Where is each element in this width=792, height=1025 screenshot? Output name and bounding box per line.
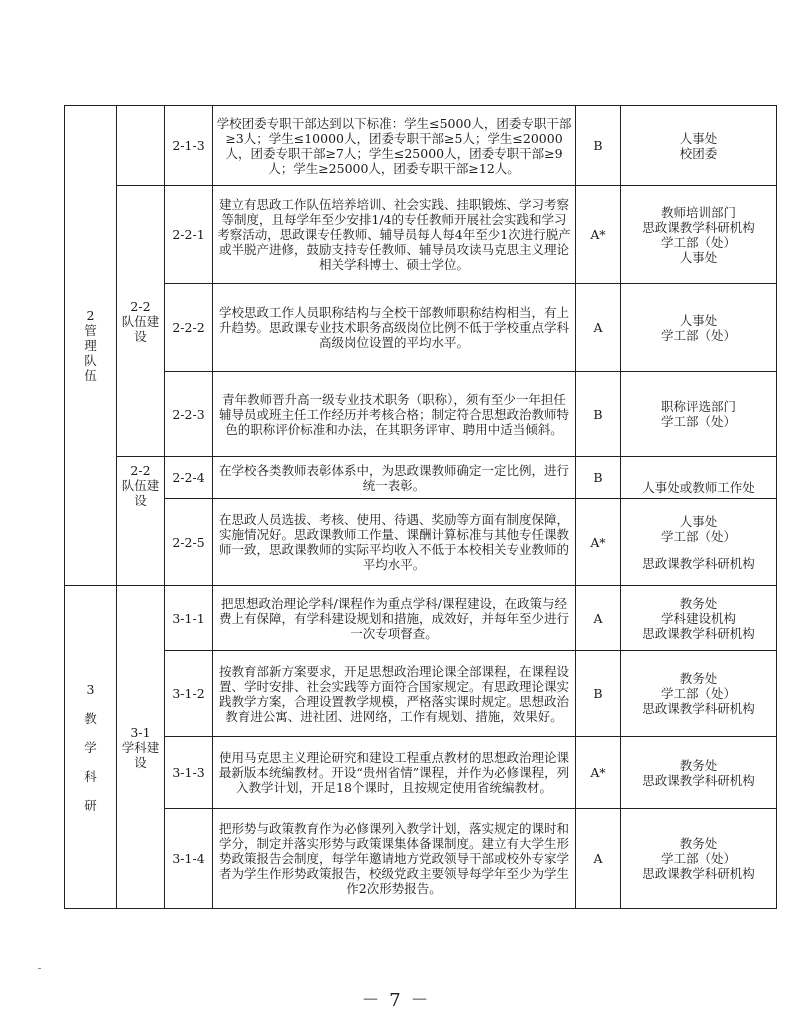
table-row (65, 186, 777, 284)
item-grade: B (576, 372, 621, 457)
responsible-dept (621, 737, 777, 809)
subcategory-cell-2-2-a: 2-2 队伍建设 (117, 186, 165, 457)
category-char: 伍 (84, 368, 97, 383)
category-number: 3 (86, 681, 95, 697)
item-code: 3-1-4 (165, 809, 213, 909)
dept-line: 学工部（处） (660, 327, 736, 343)
category-char: 理 (84, 338, 97, 353)
page-number: － 7 － (361, 990, 431, 1011)
item-content: 建立有思政工作队伍培养培训、社会实践、挂职锻炼、学习考察等制度，且每学年至少安排1/4的专任教师开展社会实践和学习考察活动，思政课专任教师、辅导员每人每4年至少1次进行脱产或半脱产进修，鼓励支持专任教师、辅导员攻读马克思主义理论相关学科博士、硕士学位。 (213, 186, 576, 284)
item-grade: A* (576, 499, 621, 586)
table-row (65, 106, 777, 186)
dept-line: 人事处 (679, 513, 718, 529)
item-code: 2-2-4 (165, 457, 213, 499)
dept-line: 学工部（处） (660, 528, 736, 544)
table-row (65, 372, 777, 457)
dept-line: 教师培训部门 (660, 204, 736, 220)
responsible-dept (621, 284, 777, 372)
table-row (65, 737, 777, 809)
item-code: 2-2-3 (165, 372, 213, 457)
dept-line: 学科建设机构 (660, 610, 736, 626)
item-code: 2-2-1 (165, 186, 213, 284)
responsible-dept (621, 457, 777, 499)
dept-line: 校团委 (679, 145, 718, 161)
item-code: 3-1-1 (165, 586, 213, 651)
category-char: 研 (84, 797, 97, 813)
item-grade: B (576, 106, 621, 186)
item-content: 在思政人员选拔、考核、使用、待遇、奖励等方面有制度保障，实施情况好。思政课教师工作量、课酬计算标准与其他专任课教师一致，思政课教师的实际平均收入不低于本校相关专业教师的平均水平。 (213, 499, 576, 586)
item-content: 学校思政工作人员职称结构与全校干部教师职称结构相当，有上升趋势。思政课专业技术职务高级岗位比例不低于学校重点学科高级岗位设置的平均水平。 (213, 284, 576, 372)
item-grade: A* (576, 186, 621, 284)
table-row (65, 651, 777, 737)
category-number: 2 (86, 308, 95, 323)
dept-line: 职称评选部门 (660, 399, 736, 414)
category-char: 科 (84, 768, 97, 784)
dept-spacer (624, 544, 773, 556)
evaluation-standards-table (64, 105, 777, 909)
item-grade: A (576, 284, 621, 372)
item-content: 把思想政治理论学科/课程作为重点学科/课程建设，在政策与经费上有保障，有学科建设规划和措施，成效好，并每年至少进行一次专项督查。 (213, 586, 576, 651)
table-row (65, 499, 777, 586)
item-content: 在学校各类教师表彰体系中，为思政课教师确定一定比例，进行统一表彰。 (213, 457, 576, 499)
dept-line: 人事处或教师工作处 (642, 480, 755, 495)
item-code: 3-1-2 (165, 651, 213, 737)
category-cell-3 (65, 586, 117, 909)
item-content: 使用马克思主义理论研究和建设工程重点教材的思想政治理论课最新版本统编教材。开设“贵州省情”课程，并作为必修课程，列入教学计划，开足18个课时，且按规定使用省统编教材。 (213, 737, 576, 809)
responsible-dept (621, 372, 777, 457)
item-content: 青年教师晋升高一级专业技术职务（职称），须有至少一年担任辅导员或班主任工作经历并考核合格；制定符合思想政治教师特色的职称评价标准和办法，在其职务评审、聘用中适当倾斜。 (213, 372, 576, 457)
item-code: 2-2-5 (165, 499, 213, 586)
category-char: 管 (84, 323, 97, 338)
dept-line: 学工部（处） (660, 414, 736, 429)
item-content: 学校团委专职干部达到以下标准：学生≤5000人，团委专职干部≥3人；学生≤10000人，团委专职干部≥5人；学生≤20000人，团委专职干部≥7人；学生≤25000人，团委专职干部≥9人；学生≥25000人，团委专职干部≥12人。 (213, 106, 576, 186)
dept-line: 思政课教学科研机构 (642, 866, 755, 881)
category-cell-2 (65, 106, 117, 586)
item-code: 2-2-2 (165, 284, 213, 372)
dept-line: 学工部（处） (660, 234, 736, 250)
responsible-dept (621, 651, 777, 737)
dept-line: 思政课教学科研机构 (642, 772, 755, 788)
item-grade: A* (576, 737, 621, 809)
subcategory-cell-empty (117, 106, 165, 186)
responsible-dept (621, 106, 777, 186)
item-code: 3-1-3 (165, 737, 213, 809)
table-row (65, 457, 777, 499)
dept-line: 思政课教学科研机构 (642, 219, 755, 235)
dept-line: 思政课教学科研机构 (642, 701, 755, 716)
item-content: 把形势与政策教育作为必修课列入教学计划，落实规定的课时和学分，制定并落实形势与政策课集体备课制度。建立有大学生形势政策报告会制度，每学年邀请地方党政领导干部或校外专家学者为学生作形势政策报告，校级党政主要领导每学年至少为学生作2次形势报告。 (213, 809, 576, 909)
dept-line: 思政课教学科研机构 (642, 625, 755, 641)
category-char: 教 (84, 710, 97, 726)
dept-line: 思政课教学科研机构 (642, 555, 755, 571)
responsible-dept (621, 186, 777, 284)
item-content: 按教育部新方案要求，开足思想政治理论课全部课程，在课程设置、学时安排、社会实践等方面符合国家规定。有思政理论课实践教学方案，合理设置教学规模，严格落实课时规定。思想政治教育进公寓、进社团、进网络，工作有规划、措施，效果好。 (213, 651, 576, 737)
dept-line: 人事处 (679, 130, 718, 146)
responsible-dept (621, 809, 777, 909)
dept-line: 教务处 (679, 757, 718, 773)
dept-line: 学工部（处） (660, 686, 736, 701)
category-char: 学 (84, 739, 97, 755)
subcategory-cell-3-1: 3-1 学科建设 (117, 586, 165, 909)
dept-line: 教务处 (679, 836, 718, 851)
table-row (65, 809, 777, 909)
dept-line: 人事处 (679, 249, 718, 265)
responsible-dept (621, 499, 777, 586)
item-grade: B (576, 651, 621, 737)
item-code: 2-1-3 (165, 106, 213, 186)
responsible-dept (621, 586, 777, 651)
category-char: 队 (84, 353, 97, 368)
dept-line: 人事处 (679, 312, 718, 328)
item-grade: A (576, 809, 621, 909)
table-row (65, 586, 777, 651)
item-grade: B (576, 457, 621, 499)
table-row (65, 284, 777, 372)
item-grade: A (576, 586, 621, 651)
dept-line: 教务处 (679, 671, 718, 686)
dept-line: 学工部（处） (660, 851, 736, 866)
subcategory-cell-2-2-b: 2-2 队伍建设 (117, 457, 165, 586)
dept-line: 教务处 (679, 595, 718, 611)
scan-speck (38, 968, 41, 969)
